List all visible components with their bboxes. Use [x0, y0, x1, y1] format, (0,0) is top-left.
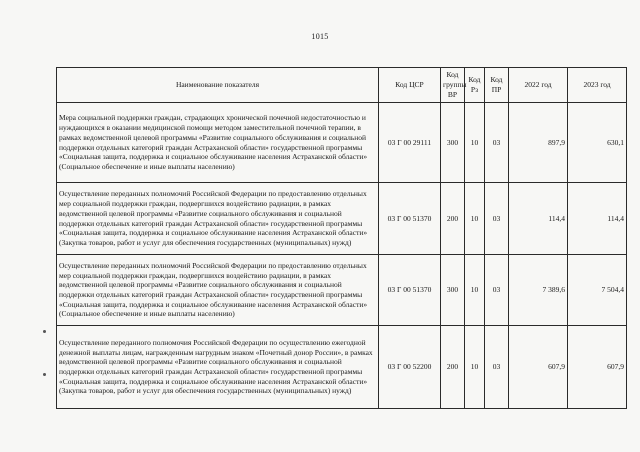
cell-2022: 114,4: [509, 183, 568, 255]
cell-pr: 03: [485, 103, 509, 183]
cell-2023: 607,9: [568, 326, 627, 409]
header-2023: 2023 год: [568, 68, 627, 103]
cell-rz: 10: [465, 326, 485, 409]
cell-pr: 03: [485, 183, 509, 255]
table-row: [57, 183, 627, 255]
cell-rz: 10: [465, 183, 485, 255]
cell-name: Осуществление переданного полномочия Российской Федерации по осуществлению ежегодной денежной выплаты лицам, награжденным нагрудным знаком «Почетный донор России», в рамках ведомственной целевой программы «Развитие социального обслуживания и социальной поддержки отдельных категорий граждан Астраханской области» государственной программы «Социальная защита, поддержка и социальное обслуживание населения Астраханской области» (Закупка товаров, работ и услуг для обеспечения государственных (муниципальных) нужд): [57, 326, 379, 409]
table-header-row: [57, 68, 627, 103]
cell-2022: 897,9: [509, 103, 568, 183]
cell-2023: 630,1: [568, 103, 627, 183]
cell-csr: 03 Г 00 51370: [379, 183, 441, 255]
cell-pr: 03: [485, 255, 509, 326]
header-csr: Код ЦСР: [379, 68, 441, 103]
cell-name: Мера социальной поддержки граждан, страдающих хронической почечной недостаточностью и нуждающихся в оказании медицинской помощи методом заместительной почечной терапии, в рамках ведомственной целевой программы «Развитие социального обслуживания и социальной поддержки отдельных категорий граждан Астраханской области» государственной программы «Социальная защита, поддержка и социальное обслуживание населения Астраханской области» (Социальное обеспечение и иные выплаты населению): [57, 103, 379, 183]
table-row: [57, 103, 627, 183]
cell-csr: 03 Г 00 51370: [379, 255, 441, 326]
cell-rz: 10: [465, 255, 485, 326]
budget-table: [56, 67, 627, 409]
cell-2022: 7 389,6: [509, 255, 568, 326]
cell-csr: 03 Г 00 29111: [379, 103, 441, 183]
header-2022: 2022 год: [509, 68, 568, 103]
table-row: [57, 255, 627, 326]
cell-2023: 7 504,4: [568, 255, 627, 326]
cell-2023: 114,4: [568, 183, 627, 255]
header-name: Наименование показателя: [57, 68, 379, 103]
cell-rz: 10: [465, 103, 485, 183]
cell-name: Осуществление переданных полномочий Российской Федерации по предоставлению отдельных мер социальной поддержки граждан, подвергшихся воздействию радиации, в рамках ведомственной целевой программы «Развитие социального обслуживания и социальной поддержки отдельных категорий граждан Астраханской области» государственной программы «Социальная защита, поддержка и социальное обслуживание населения Астраханской области» (Социальное обеспечение и иные выплаты населению): [57, 255, 379, 326]
cell-csr: 03 Г 00 52200: [379, 326, 441, 409]
header-rz: Код Рз: [465, 68, 485, 103]
page-number: 1015: [311, 32, 329, 41]
header-vr: Код группы ВР: [441, 68, 465, 103]
cell-pr: 03: [485, 326, 509, 409]
cell-2022: 607,9: [509, 326, 568, 409]
scan-speck: [43, 373, 46, 376]
cell-vr: 300: [441, 255, 465, 326]
header-pr: Код ПР: [485, 68, 509, 103]
cell-name: Осуществление переданных полномочий Российской Федерации по предоставлению отдельных мер социальной поддержки граждан, подвергшихся воздействию радиации, в рамках ведомственной целевой программы «Развитие социального обслуживания и социальной поддержки отдельных категорий граждан Астраханской области» государственной программы «Социальная защита, поддержка и социальное обслуживание населения Астраханской области» (Закупка товаров, работ и услуг для обеспечения государственных (муниципальных) нужд): [57, 183, 379, 255]
scan-speck: [43, 330, 46, 333]
cell-vr: 200: [441, 326, 465, 409]
cell-vr: 200: [441, 183, 465, 255]
table-row: [57, 326, 627, 409]
cell-vr: 300: [441, 103, 465, 183]
